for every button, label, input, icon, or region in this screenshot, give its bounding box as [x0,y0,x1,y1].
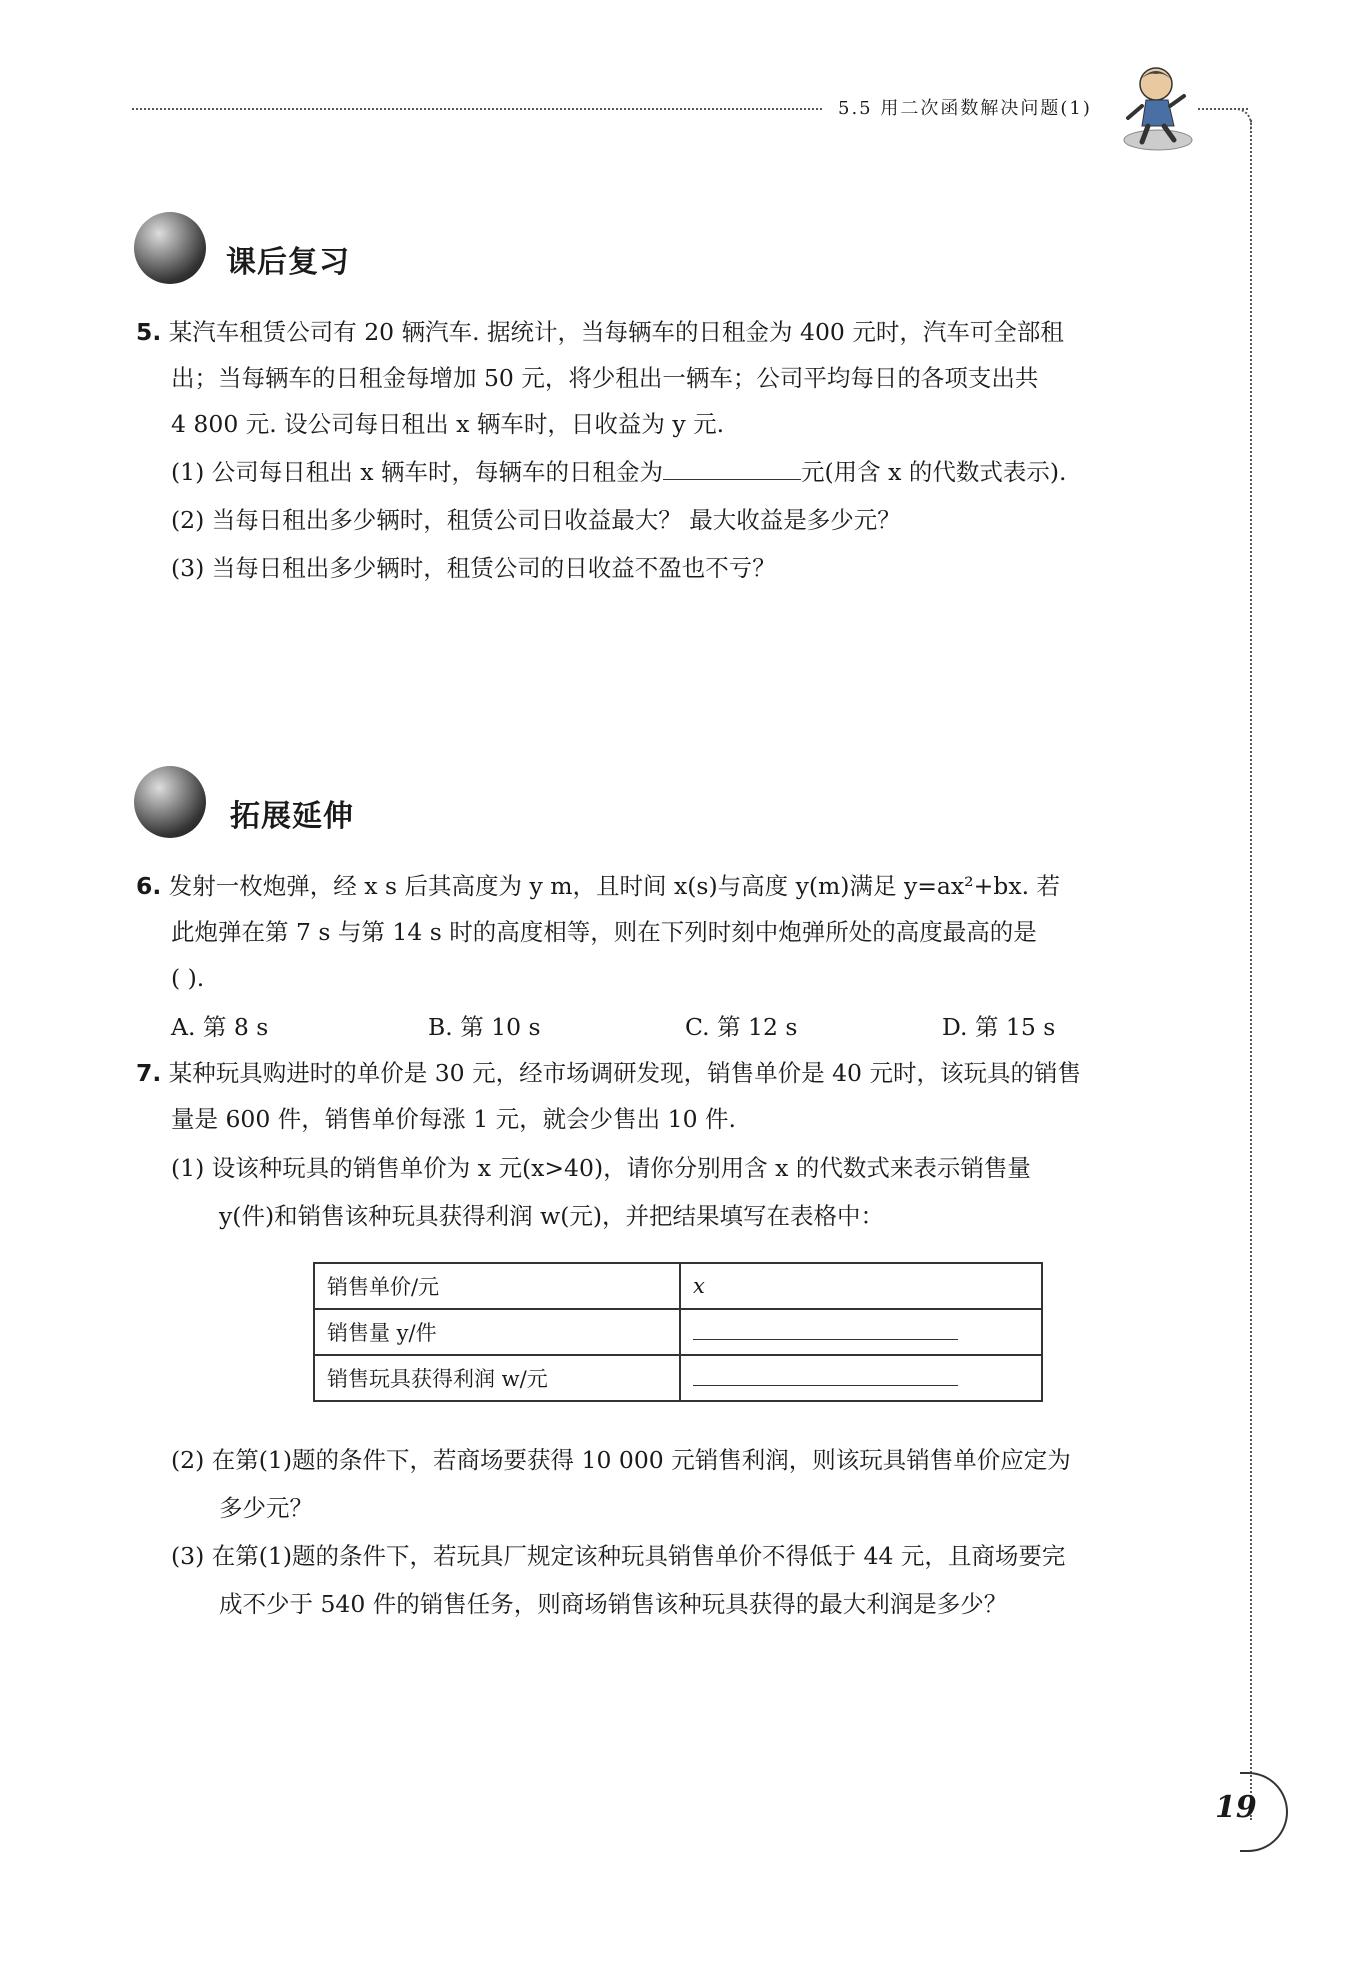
network-globe-icon [134,766,206,838]
q5-part1 [171,449,1066,495]
q7-line1 [136,1050,1081,1096]
mascot-illustration [1118,62,1196,154]
q6-text-1: 发射一枚炮弹，经 x s 后其高度为 y m，且时间 x(s)与高度 y(m)满足 y=ax²+bx. 若 [168,872,1061,900]
q6-option-a[interactable]: A. 第 8 s [171,1013,269,1041]
table-cell-label: 销售单价/元 [314,1263,680,1309]
q7-part2-line2: 多少元？ [219,1494,313,1522]
table-cell-value [680,1309,1042,1355]
q6-number: 6. [136,872,162,900]
q7-part3-line2: 成不少于 540 件的销售任务，则商场销售该种玩具获得的最大利润是多少？ [219,1590,1008,1618]
q7-part1-line1: (1) 设该种玩具的销售单价为 x 元(x>40)，请你分别用含 x 的代数式来表示销售量 [171,1154,1031,1182]
q5-line3: 4 800 元. 设公司每日租出 x 辆车时，日收益为 y 元. [171,410,725,438]
table-cell-label: 销售玩具获得利润 w/元 [314,1355,680,1401]
q6-line3: ( ). [171,964,205,992]
table-cell-label: 销售量 y/件 [314,1309,680,1355]
q6-option-d[interactable]: D. 第 15 s [942,1013,1056,1041]
table-row [314,1355,1042,1401]
table-row [314,1309,1042,1355]
q7-answer-table [313,1262,1043,1402]
globe-icon [134,212,206,284]
q7-line2: 量是 600 件，销售单价每涨 1 元，就会少售出 10 件. [171,1105,736,1133]
section-title-review: 课后复习 [226,245,350,280]
header-title: 5.5 用二次函数解决问题(1) [838,98,1092,119]
q6-option-b[interactable]: B. 第 10 s [428,1013,541,1041]
q6-line1 [136,863,1060,909]
q5-text-1: 某汽车租赁公司有 20 辆汽车. 据统计，当每辆车的日租金为 400 元时，汽车可全部租 [168,318,1064,346]
q7-part1-line2: y(件)和销售该种玩具获得利润 w(元)，并把结果填写在表格中： [219,1202,885,1230]
table-cell-value [680,1355,1042,1401]
section-title-extension: 拓展延伸 [230,799,354,834]
q5-part3: (3) 当每日租出多少辆时，租赁公司的日收益不盈也不亏？ [171,554,776,582]
q7-text-1: 某种玩具购进时的单价是 30 元，经市场调研发现，销售单价是 40 元时，该玩具的销售 [168,1059,1081,1087]
table-value-x: x [693,1274,705,1298]
answer-blank[interactable] [693,1365,958,1386]
table-row [314,1263,1042,1309]
page-border-right [1250,120,1252,1820]
q7-part2-line1: (2) 在第(1)题的条件下，若商场要获得 10 000 元销售利润，则该玩具销售单价应定为 [171,1446,1071,1474]
answer-blank[interactable] [663,457,801,480]
page-border-corner [1230,108,1252,130]
q5-part2: (2) 当每日租出多少辆时，租赁公司日收益最大？ 最大收益是多少元？ [171,506,901,534]
q5-part1-text-end: 元(用含 x 的代数式表示). [800,458,1067,486]
q6-line2: 此炮弹在第 7 s 与第 14 s 时的高度相等，则在下列时刻中炮弹所处的高度最高的是 [171,918,1037,946]
q7-number: 7. [136,1059,162,1087]
q5-line1 [136,309,1064,355]
header-dotted-rule [132,108,822,110]
q5-number: 5. [136,318,162,346]
q6-option-c[interactable]: C. 第 12 s [685,1013,798,1041]
q5-line2: 出；当每辆车的日租金每增加 50 元，将少租出一辆车；公司平均每日的各项支出共 [171,364,1039,392]
answer-blank[interactable] [693,1319,958,1340]
page-number: 19 [1215,1790,1257,1825]
q5-part1-text: (1) 公司每日租出 x 辆车时，每辆车的日租金为 [171,458,663,486]
q7-part3-line1: (3) 在第(1)题的条件下，若玩具厂规定该种玩具销售单价不得低于 44 元，且商场要完 [171,1542,1066,1570]
table-cell-value [680,1263,1042,1309]
